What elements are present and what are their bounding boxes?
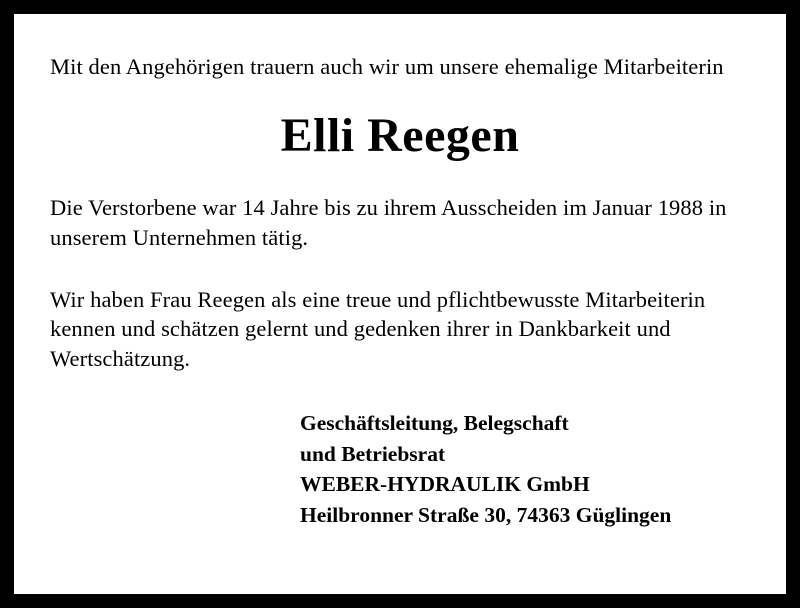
deceased-name-block <box>50 110 750 163</box>
signature-line-address: Heilbronner Straße 30, 74363 Güglingen <box>300 502 672 527</box>
deceased-name: Elli Reegen <box>280 108 520 162</box>
signature-line-works-council: und Betriebsrat <box>300 441 446 466</box>
tribute-paragraph: Wir haben Frau Reegen als eine treue und pflichtbewusste Mitarbeiterin kennen und schätzen gelernt und gedenken ihrer in Dankbarkeit und Wertschätzung. <box>50 286 706 372</box>
intro-text: Mit den Angehörigen trauern auch wir um unsere ehemalige Mitarbeiterin <box>50 54 724 79</box>
signature-line-company: WEBER-HYDRAULIK GmbH <box>300 472 590 497</box>
signature-block <box>50 408 750 530</box>
signature-line-management: Geschäftsleitung, Belegschaft <box>300 411 569 436</box>
service-paragraph: Die Verstorbene war 14 Jahre bis zu ihrem Ausscheiden im Januar 1988 in unserem Unternehmen tätig. <box>50 194 727 250</box>
